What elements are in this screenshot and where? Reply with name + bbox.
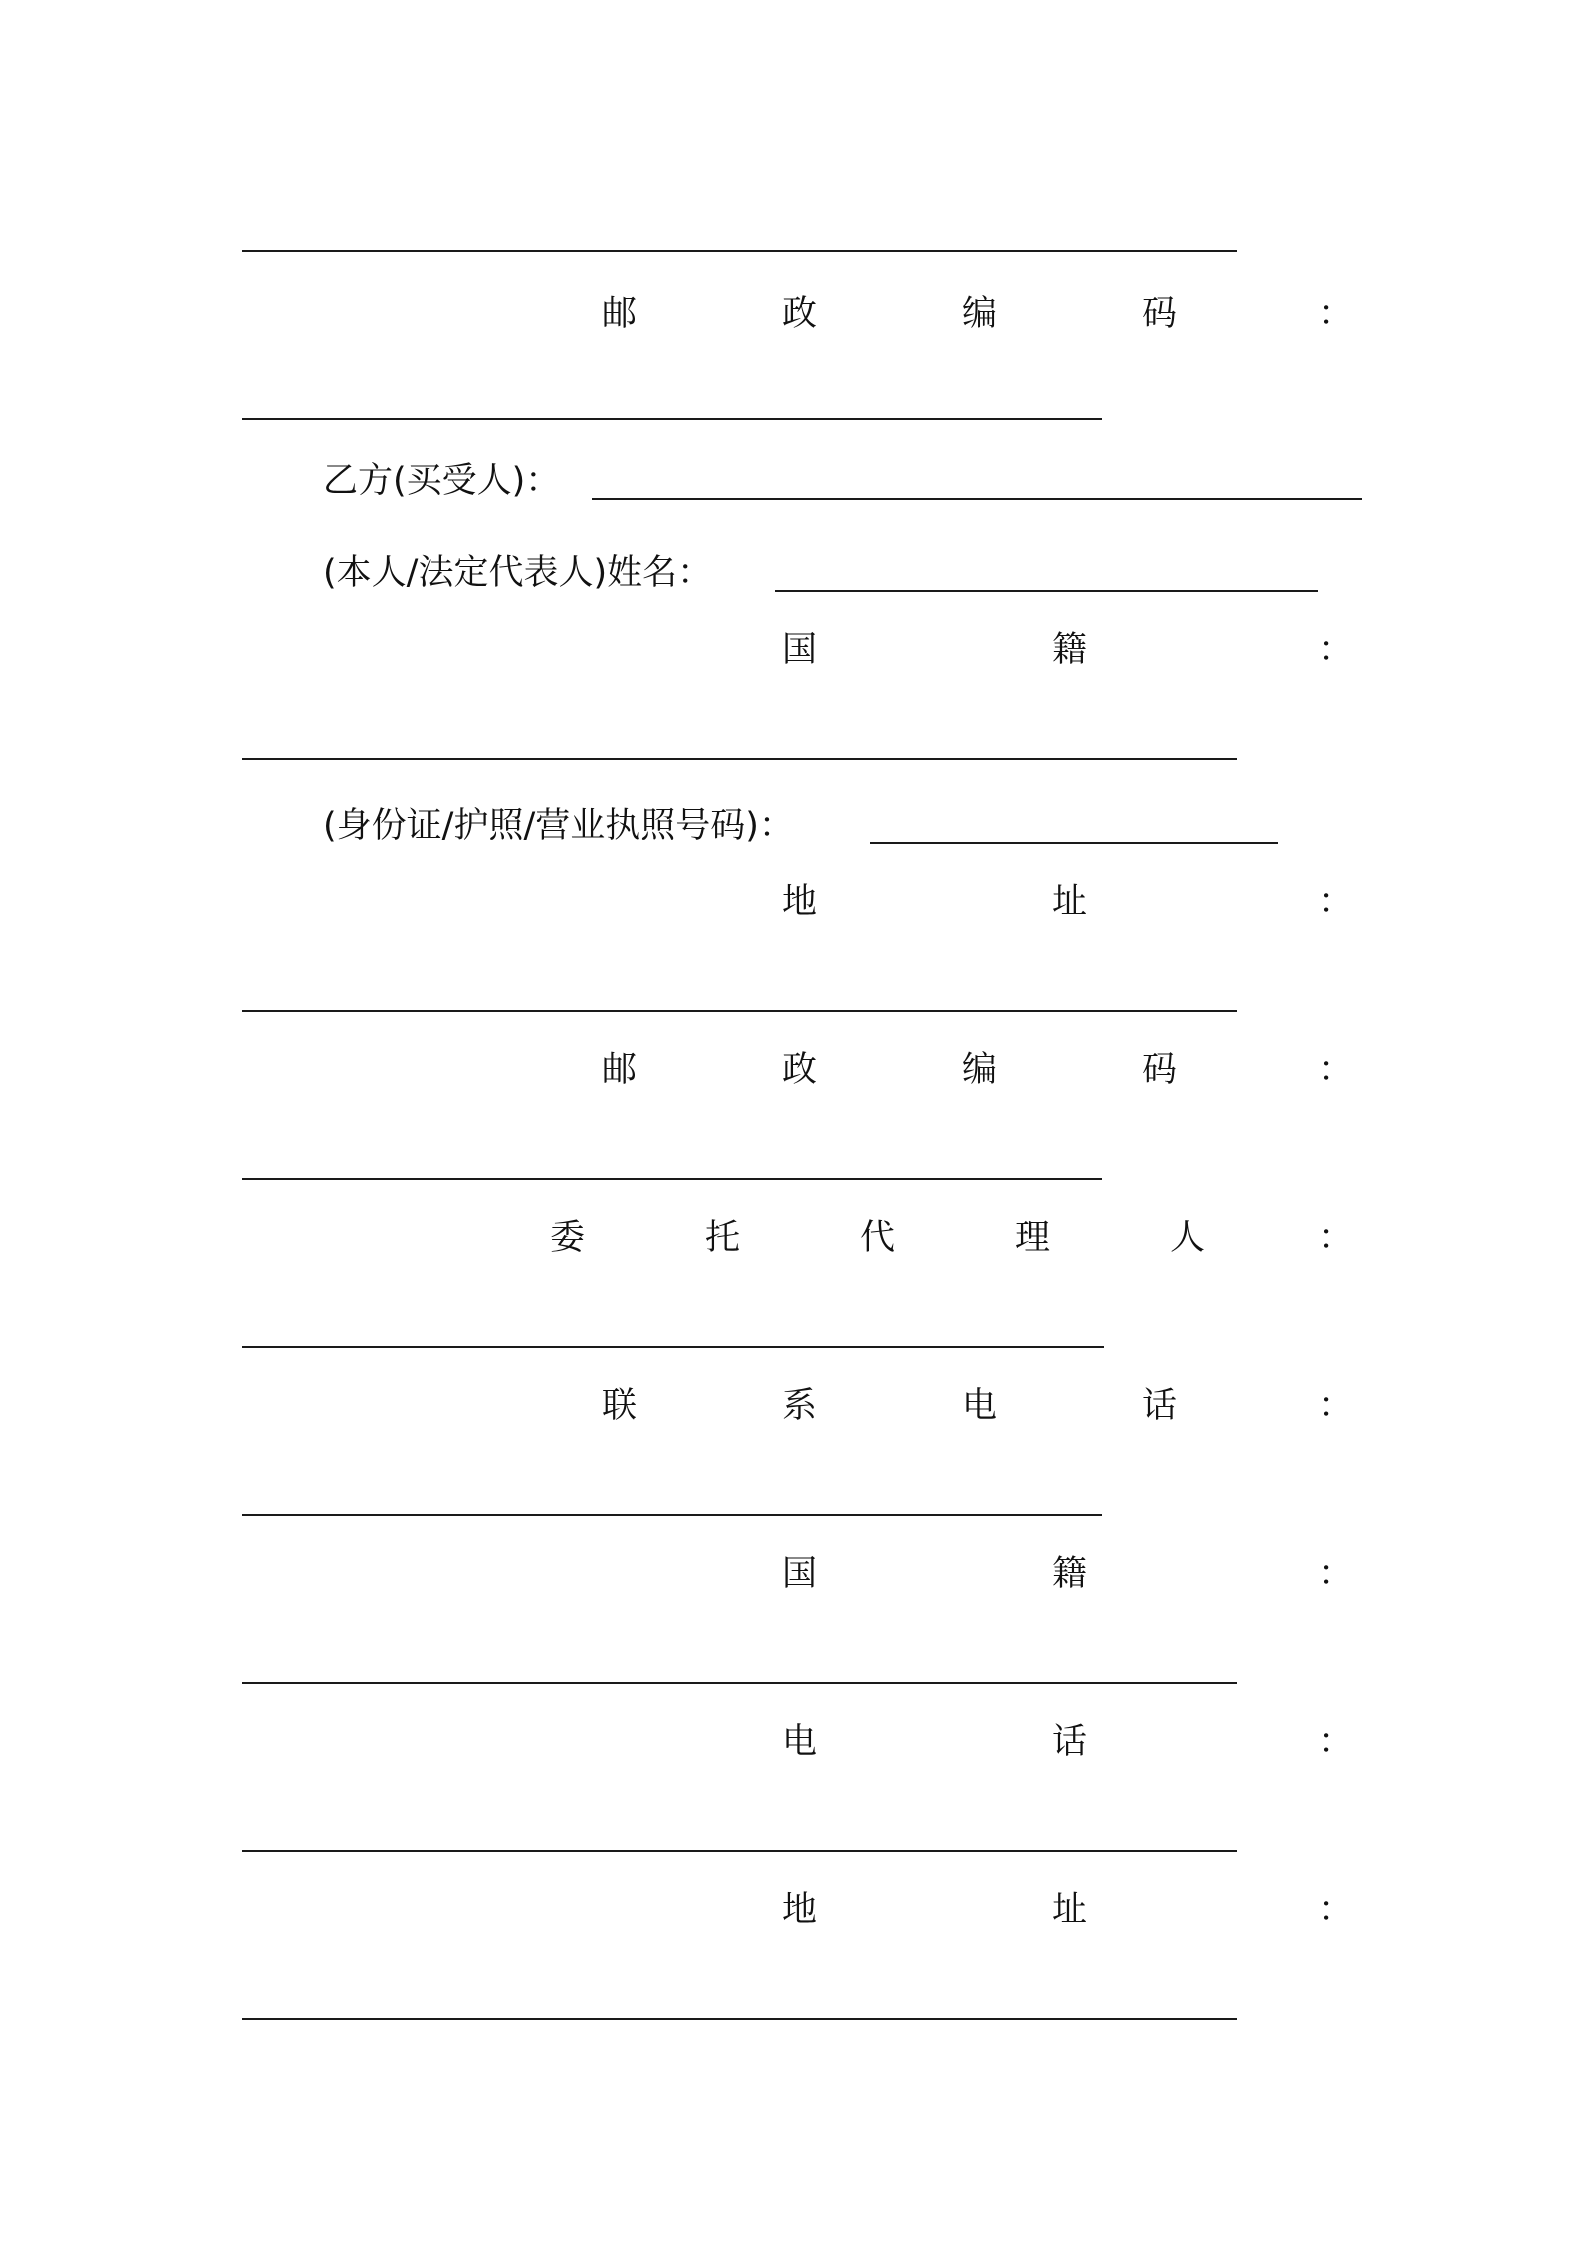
- name-fill-line: [775, 590, 1318, 592]
- label-colon: ：: [1318, 630, 1354, 670]
- label-char: 编: [962, 1050, 998, 1090]
- phone-label-row: [0, 1716, 1586, 1768]
- address-label-row: [0, 876, 1586, 928]
- party-b-fill-line: [592, 498, 1362, 500]
- label-char: 话: [1052, 1722, 1088, 1762]
- party-b-label: 乙方(买受人)：: [323, 461, 561, 501]
- label-char: 政: [782, 294, 818, 334]
- label-char: 委: [550, 1218, 586, 1258]
- contact-phone-fill-line: [242, 1514, 1102, 1516]
- address-fill-line: [242, 1010, 1237, 1012]
- label-colon: ：: [1318, 1722, 1354, 1762]
- label-colon: ：: [1318, 1554, 1354, 1594]
- label-char: 址: [1052, 882, 1088, 922]
- fill-line: [242, 250, 1237, 252]
- phone-fill-line: [242, 1850, 1237, 1852]
- label-char: 代: [860, 1218, 896, 1258]
- label-char: 话: [1142, 1386, 1178, 1426]
- label-char: 理: [1015, 1218, 1051, 1258]
- label-char: 国: [782, 630, 818, 670]
- label-char: 托: [705, 1218, 741, 1258]
- label-colon: ：: [1318, 1890, 1354, 1930]
- label-char: 国: [782, 1554, 818, 1594]
- label-char: 联: [602, 1386, 638, 1426]
- label-colon: ：: [1318, 294, 1354, 334]
- agent-label-row: [0, 1212, 1586, 1264]
- postcode-fill-line: [242, 418, 1102, 420]
- nationality-label-row: [0, 624, 1586, 676]
- label-char: 政: [782, 1050, 818, 1090]
- postcode-label-row: [0, 288, 1586, 340]
- label-char: 码: [1142, 294, 1178, 334]
- postcode-label-row: [0, 1044, 1586, 1096]
- label-char: 人: [1170, 1218, 1206, 1258]
- label-colon: ：: [1318, 1050, 1354, 1090]
- name-label: (本人/法定代表人)姓名：: [323, 553, 713, 593]
- label-colon: ：: [1318, 1218, 1354, 1258]
- address-fill-line: [242, 2018, 1237, 2020]
- contact-phone-label-row: [0, 1380, 1586, 1432]
- label-char: 地: [782, 1890, 818, 1930]
- address-label-row: [0, 1884, 1586, 1936]
- id-number-fill-line: [870, 842, 1278, 844]
- label-char: 电: [962, 1386, 998, 1426]
- label-char: 址: [1052, 1890, 1088, 1930]
- id-number-label: (身份证/护照/营业执照号码)：: [323, 806, 794, 846]
- label-char: 籍: [1052, 630, 1088, 670]
- nationality-fill-line: [242, 758, 1237, 760]
- label-char: 籍: [1052, 1554, 1088, 1594]
- postcode-fill-line: [242, 1178, 1102, 1180]
- nationality-fill-line: [242, 1682, 1237, 1684]
- label-char: 邮: [602, 294, 638, 334]
- label-char: 电: [782, 1722, 818, 1762]
- label-colon: ：: [1318, 882, 1354, 922]
- label-char: 码: [1142, 1050, 1178, 1090]
- label-char: 系: [782, 1386, 818, 1426]
- agent-fill-line: [242, 1346, 1104, 1348]
- label-char: 邮: [602, 1050, 638, 1090]
- label-colon: ：: [1318, 1386, 1354, 1426]
- label-char: 编: [962, 294, 998, 334]
- nationality-label-row: [0, 1548, 1586, 1600]
- label-char: 地: [782, 882, 818, 922]
